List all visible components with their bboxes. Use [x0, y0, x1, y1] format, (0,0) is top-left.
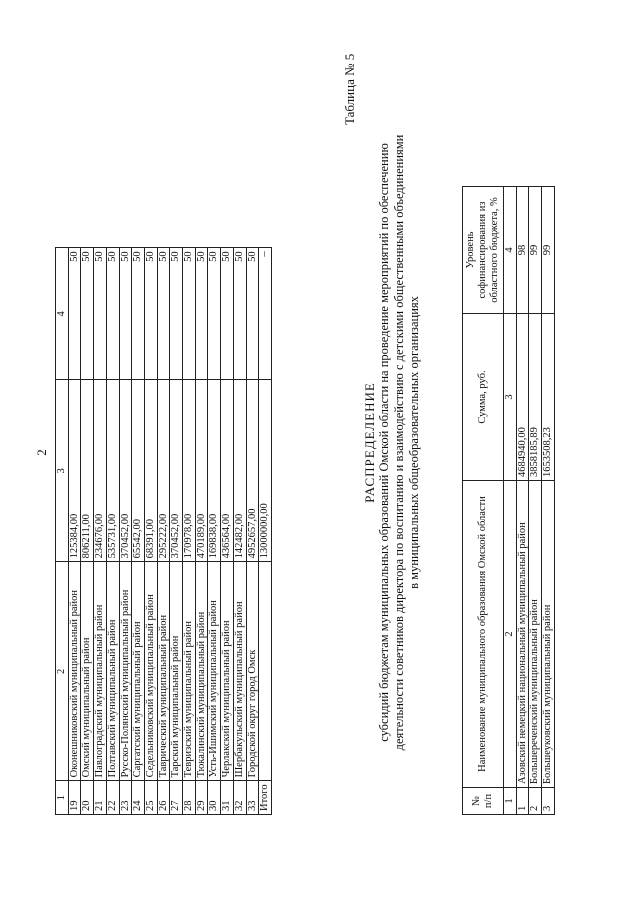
table-row	[106, 248, 119, 815]
table-row	[144, 248, 157, 815]
subsidy-amount: 370452,00	[119, 380, 132, 562]
subsidy-amount: 170978,00	[183, 380, 196, 562]
municipality-name: Таврический муниципальный район	[157, 562, 170, 781]
row-number: 2	[529, 788, 542, 815]
row-number: 20	[81, 781, 94, 815]
cofinancing-level: 50	[81, 248, 94, 380]
municipality-name: Тевризский муниципальный район	[183, 562, 196, 781]
subsidy-distribution-table	[462, 186, 555, 815]
municipality-name: Саргатский муниципальный район	[132, 562, 145, 781]
table-row	[221, 248, 234, 815]
column-number-row	[56, 248, 69, 815]
cofinancing-level: 99	[529, 187, 542, 314]
subsidy-amount: 13000000,00	[259, 380, 272, 562]
cofinancing-level: 50	[119, 248, 132, 380]
row-number: 29	[195, 781, 208, 815]
table-row	[68, 248, 81, 815]
municipality-name: Шербакульский муниципальный район	[233, 562, 246, 781]
column-header: № п/п	[463, 788, 504, 815]
cofinancing-level: 50	[208, 248, 221, 380]
cofinancing-level: 50	[132, 248, 145, 380]
subsidy-amount: 470189,00	[195, 380, 208, 562]
municipality-name: Седельниковский муниципальный район	[144, 562, 157, 781]
table-row	[132, 248, 145, 815]
heading-line: деятельности советников директора по воспитанию и взаимодействию с детскими общественными объединениями	[392, 134, 406, 751]
column-number: 2	[56, 562, 69, 781]
municipality-name: Полтавский муниципальный район	[106, 562, 119, 781]
subsidy-amount: 436564,00	[221, 380, 234, 562]
table-row	[246, 248, 259, 815]
cofinancing-level: –	[259, 248, 272, 380]
column-number: 4	[56, 248, 69, 380]
column-header: Уровень софинансирования из областного бюджета, %	[463, 187, 504, 314]
document-heading	[362, 70, 422, 815]
municipality-name: Городской округ город Омск	[246, 562, 259, 781]
total-row	[259, 248, 272, 815]
heading-title: РАСПРЕДЕЛЕНИЕ	[362, 382, 377, 503]
cofinancing-level: 50	[221, 248, 234, 380]
header-row	[463, 187, 504, 815]
column-number: 3	[504, 314, 517, 481]
table-row	[195, 248, 208, 815]
row-number: 19	[68, 781, 81, 815]
table-body	[504, 187, 555, 815]
row-number: 3	[542, 788, 555, 815]
municipality-name: Азовский немецкий национальный муниципальный район	[516, 481, 529, 788]
cofinancing-level: 50	[106, 248, 119, 380]
row-number: 32	[233, 781, 246, 815]
municipality-name: Большереченский муниципальный район	[529, 481, 542, 788]
subsidy-amount: 234676,00	[94, 380, 107, 562]
table-row	[170, 248, 183, 815]
table-row	[516, 187, 529, 815]
table-label: Таблица № 5	[342, 53, 357, 125]
column-number-row	[504, 187, 517, 815]
municipality-name: Большеуковский муниципальный район	[542, 481, 555, 788]
cofinancing-level: 50	[233, 248, 246, 380]
subsidy-amount: 4684940,00	[516, 314, 529, 481]
table-row	[119, 248, 132, 815]
municipality-name: Омский муниципальный район	[81, 562, 94, 781]
subsidy-amount: 142482,00	[233, 380, 246, 562]
subsidy-amount: 4952657,00	[246, 380, 259, 562]
continued-distribution-table	[55, 247, 272, 815]
row-number: 27	[170, 781, 183, 815]
cofinancing-level: 99	[542, 187, 555, 314]
cofinancing-level: 98	[516, 187, 529, 314]
subsidy-amount: 169838,00	[208, 380, 221, 562]
subsidy-amount: 65542,00	[132, 380, 145, 562]
municipality-name	[259, 562, 272, 781]
column-number: 3	[56, 380, 69, 562]
table-row	[233, 248, 246, 815]
municipality-name: Усть-Ишимский муниципальный район	[208, 562, 221, 781]
row-number: 28	[183, 781, 196, 815]
column-number: 2	[504, 481, 517, 788]
column-header: Наименование муниципального образования Омской области	[463, 481, 504, 788]
row-number: 26	[157, 781, 170, 815]
subsidy-amount: 1653508,23	[542, 314, 555, 481]
row-number: 30	[208, 781, 221, 815]
row-number: 25	[144, 781, 157, 815]
municipality-name: Оконешниковский муниципальный район	[68, 562, 81, 781]
column-header: Сумма, руб.	[463, 314, 504, 481]
page-number: 2	[34, 449, 49, 456]
row-number: 24	[132, 781, 145, 815]
table-row	[94, 248, 107, 815]
subsidy-amount: 806211,00	[81, 380, 94, 562]
column-number: 1	[504, 788, 517, 815]
cofinancing-level: 50	[246, 248, 259, 380]
column-number: 1	[56, 781, 69, 815]
row-number: 23	[119, 781, 132, 815]
municipality-name: Тюкалинский муниципальный район	[195, 562, 208, 781]
row-number: 1	[516, 788, 529, 815]
cofinancing-level: 50	[170, 248, 183, 380]
table-row	[208, 248, 221, 815]
table-row	[183, 248, 196, 815]
municipality-name: Павлоградский муниципальный район	[94, 562, 107, 781]
row-number: 22	[106, 781, 119, 815]
row-number: 21	[94, 781, 107, 815]
subsidy-amount: 535731,00	[106, 380, 119, 562]
table-row	[542, 187, 555, 815]
cofinancing-level: 50	[195, 248, 208, 380]
subsidy-amount: 295222,00	[157, 380, 170, 562]
heading-line: в муниципальных общеобразовательных организациях	[407, 296, 421, 589]
municipality-name: Русско-Полянский муниципальный район	[119, 562, 132, 781]
heading-line: субсидий бюджетам муниципальных образований Омской области на проведение мероприятий по обеспечению	[377, 143, 391, 742]
table-body	[56, 248, 272, 815]
subsidy-amount: 3858185,89	[529, 314, 542, 481]
municipality-name: Тарский муниципальный район	[170, 562, 183, 781]
cofinancing-level: 50	[68, 248, 81, 380]
column-number: 4	[504, 187, 517, 314]
row-number: 31	[221, 781, 234, 815]
table-row	[157, 248, 170, 815]
cofinancing-level: 50	[144, 248, 157, 380]
cofinancing-level: 50	[157, 248, 170, 380]
table-row	[81, 248, 94, 815]
row-number: 33	[246, 781, 259, 815]
municipality-name: Черлакский муниципальный район	[221, 562, 234, 781]
cofinancing-level: 50	[94, 248, 107, 380]
subsidy-amount: 125384,00	[68, 380, 81, 562]
subsidy-amount: 370452,00	[170, 380, 183, 562]
row-number: Итого	[259, 781, 272, 815]
subsidy-amount: 68391,00	[144, 380, 157, 562]
cofinancing-level: 50	[183, 248, 196, 380]
table-row	[529, 187, 542, 815]
